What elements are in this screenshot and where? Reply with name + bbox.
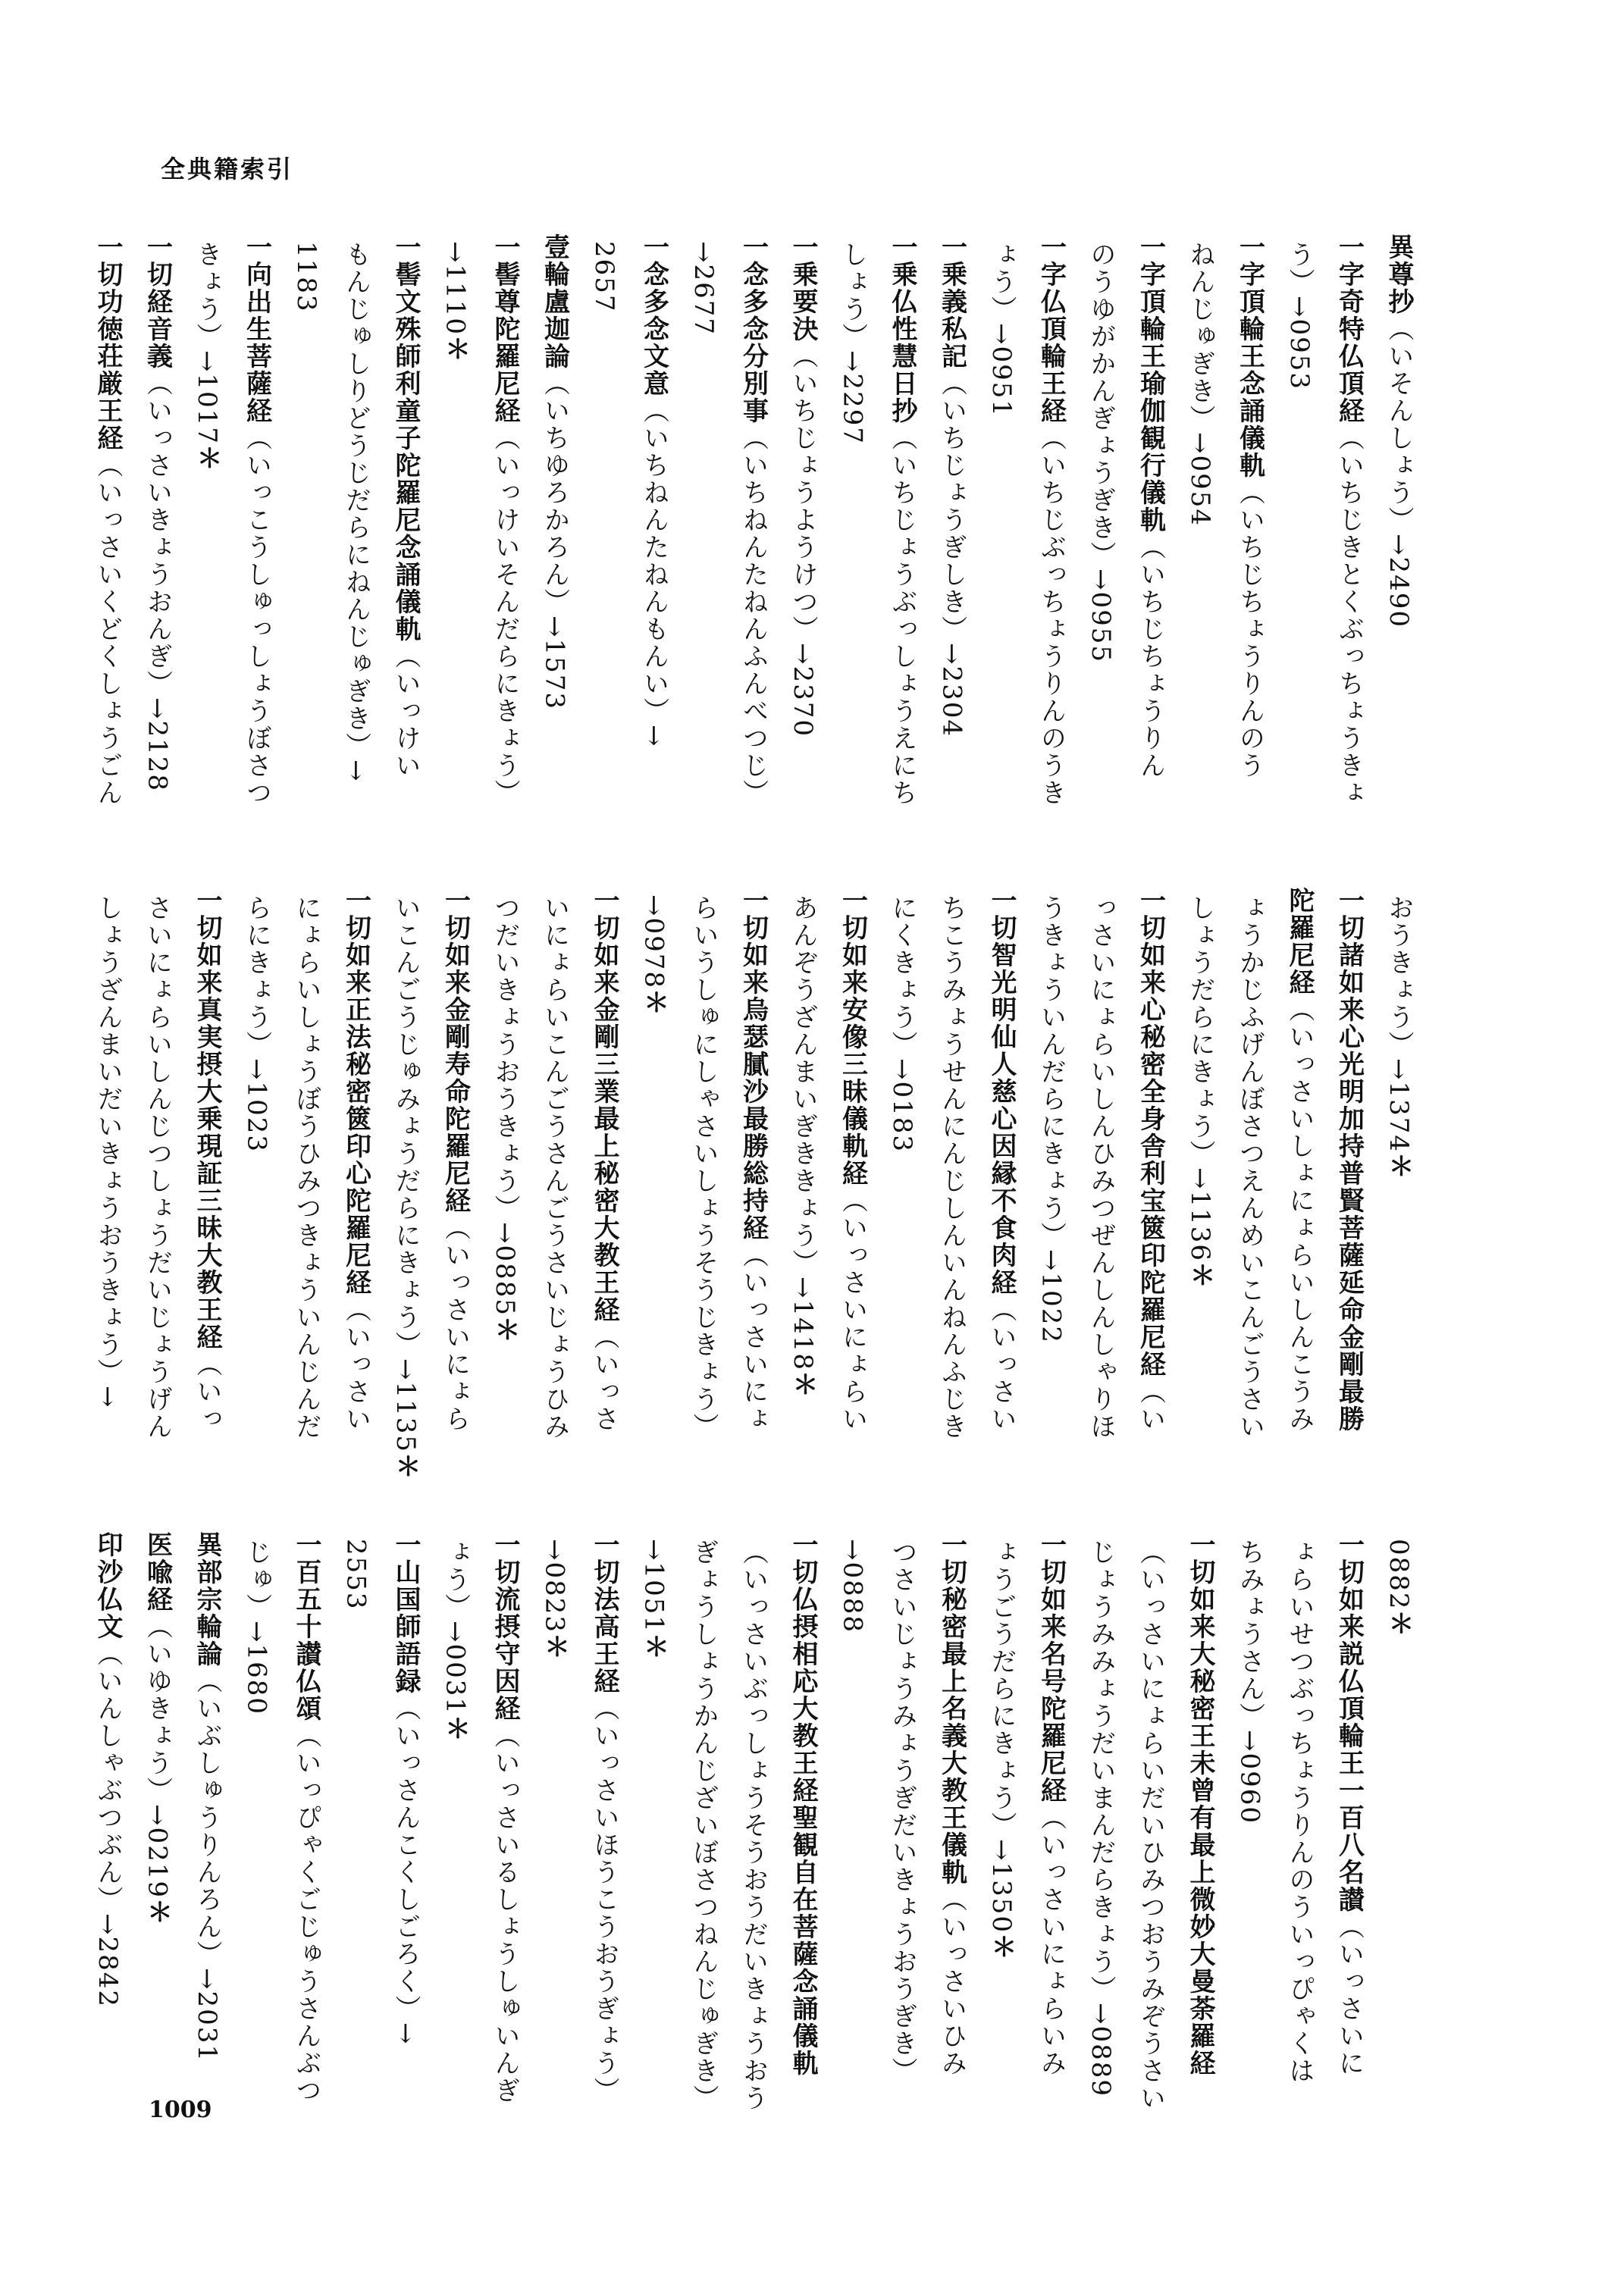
entry-reading: （いっさいしょにょらいしんこうみ (1284, 996, 1315, 1433)
entry-reading: （いっ (192, 1351, 222, 1433)
index-entry (790, 233, 816, 738)
index-entry-continuation (837, 241, 868, 446)
entry-reading: （いっけいそんだらにきょう） (490, 424, 520, 807)
index-entry-continuation (440, 241, 471, 364)
asterisk-mark: ＊ (142, 1899, 173, 1927)
running-header: 全典籍索引 (161, 155, 294, 183)
index-entry (194, 1531, 220, 2063)
continuation-text: 2553 (340, 1539, 371, 1611)
entry-reference: → (390, 2022, 421, 2046)
index-entry-continuation (1284, 1539, 1315, 2085)
index-entry (390, 1531, 421, 2046)
index-entry-continuation (1088, 1539, 1114, 2097)
entry-reading: （いっさいるしょうしゅいんぎ (490, 1722, 520, 2104)
continuation-text: らいうしゅにしゃさいしょうそうじきょう） (688, 894, 719, 1440)
continuation-text: おうきょう）→1374 (1384, 894, 1414, 1154)
asterisk-mark: ＊ (1384, 1153, 1414, 1181)
entry-title: 一髻尊陀羅尼経 (490, 233, 520, 424)
entry-reading: （いちじょうようけつ） (788, 343, 818, 643)
entry-title: 一乗仏性慧日抄 (887, 233, 917, 424)
continuation-text: いにょらいこんごうさんごうさいじょうひみ (539, 894, 570, 1440)
continuation-text: ちこうみょうせんにんじしんいんねんふじき (936, 894, 967, 1440)
index-entry (986, 887, 1017, 1433)
entry-reading: （いちじょうぎしき） (936, 370, 967, 643)
entry-title: 一切如来正法秘密篋印心陀羅尼経 (340, 887, 371, 1296)
index-entry-continuation (1386, 1539, 1412, 1638)
index-entry-continuation (241, 1539, 272, 1716)
entry-title: 一切如来金剛三業最上秘密大教王経 (589, 887, 619, 1323)
entry-reading: （いぶしゅうりんろん） (192, 1668, 222, 1968)
entry-reading: （いちじちょうりんのう (1234, 479, 1265, 779)
entry-title: 一百五十讃仏頌 (291, 1531, 321, 1722)
index-entry-continuation (293, 241, 319, 313)
entry-reading: （いそんしょう） (1384, 315, 1414, 534)
entry-title: 異尊抄 (1384, 233, 1414, 315)
entry-title: 一字仏頂輪王経 (1036, 233, 1067, 424)
entry-reading: （い (1135, 1378, 1166, 1433)
index-entry-continuation (1088, 894, 1114, 1440)
continuation-text: 2657 (589, 241, 619, 313)
index-entry-continuation (340, 1539, 371, 1611)
index-entry (492, 233, 518, 807)
entry-reading: （いっさいほうこうおうぎょう） (589, 1695, 619, 2104)
index-entry (1135, 233, 1166, 779)
index-entry-continuation (1135, 1539, 1166, 2112)
index-entry-continuation (1284, 241, 1315, 391)
entry-title: 一字奇特仏頂経 (1334, 233, 1365, 424)
entry-title: 一念多念分別事 (738, 233, 769, 424)
index-entry (1135, 887, 1166, 1433)
entry-reading: （いっさい (340, 1296, 371, 1433)
entry-reading: （いちゆろかろん） (539, 370, 570, 616)
index-entry (1386, 233, 1412, 628)
entry-reading: （いっさいくどくしょうごん (92, 452, 123, 807)
entry-reading: （いちじきとくぶっちょうきょ (1334, 424, 1365, 807)
continuation-text: っさいにょらいしんひみつぜんしんしゃりほ (1086, 894, 1116, 1440)
entry-reference: → (638, 725, 669, 748)
index-entry-continuation (340, 241, 371, 783)
index-entry-continuation (194, 241, 220, 472)
index-entry-continuation (837, 1539, 868, 1634)
index-entry-continuation (1234, 1539, 1265, 1825)
entry-reading: （いっさい (986, 1296, 1017, 1433)
entry-reading: （いっさいにょらい (837, 1187, 868, 1433)
entry-title: 一切法高王経 (589, 1531, 619, 1695)
index-entry-continuation (688, 894, 719, 1440)
entry-reference: →2842 (92, 1913, 123, 2009)
index-entry (889, 233, 915, 807)
entry-reference: →2128 (142, 697, 173, 793)
entry-reference: →0219 (142, 1804, 173, 1900)
entry-reading: （いっさいに (1334, 1913, 1365, 2077)
entry-reference: →1573 (539, 616, 570, 711)
asterisk-mark: ＊ (192, 445, 222, 473)
entry-reading: （いっさいにょらいみ (1036, 1804, 1067, 2077)
entry-title: 一切如来説仏頂輪王一百八名讃 (1334, 1531, 1365, 1913)
index-entry (194, 887, 220, 1433)
continuation-text: もんじゅしりどうじだらにねんじゅぎき）→ (340, 241, 371, 783)
index-entry (492, 1531, 518, 2104)
index-entry (936, 233, 967, 738)
index-entry-continuation (889, 1539, 915, 2085)
continuation-text: さいにょらいしんじつしょうだいじょうげん (142, 894, 173, 1440)
entry-title: 一切如来金剛寿命陀羅尼経 (440, 887, 471, 1214)
entry-reading: （いっけい (390, 643, 421, 779)
continuation-text: つだいきょうおうきょう）→0885 (490, 894, 520, 1317)
index-entry (92, 1531, 123, 2009)
entry-title: 一切経音義 (142, 233, 173, 370)
entry-title: 一切流摂守因経 (490, 1531, 520, 1722)
index-entry (738, 233, 769, 807)
index-entry-continuation (1088, 241, 1114, 663)
entry-title: 一髻文殊師利童子陀羅尼念誦儀軌 (390, 233, 421, 643)
index-entry (936, 1531, 967, 2077)
continuation-text: いこんごうじゅみょうだらにきょう）→1135 (390, 894, 421, 1454)
continuation-text: にくきょう）→0183 (887, 894, 917, 1154)
entry-title: 一乗義私記 (936, 233, 967, 370)
entry-reference: →2370 (788, 643, 818, 738)
index-entry-continuation (293, 894, 319, 1440)
index-entry-continuation (1234, 894, 1265, 1440)
entry-reading: （いちねんたねんふんべつじ） (738, 424, 769, 807)
continuation-text: →0823 (539, 1539, 570, 1634)
index-entry (142, 1531, 173, 1927)
index-entry-continuation (936, 894, 967, 1440)
index-entry-continuation (142, 894, 173, 1440)
entry-reading: （いちねんたねんもんい） (638, 397, 669, 725)
asterisk-mark: ＊ (539, 1634, 570, 1662)
asterisk-mark: ＊ (440, 336, 471, 364)
continuation-text: しょうだらにきょう）→1136 (1185, 894, 1215, 1263)
entry-reading: （いちじょうぶっしょうえにち (887, 424, 917, 807)
entry-title: 壹輪盧迦論 (539, 233, 570, 370)
continuation-text: ょうごうだらにきょう）→1350 (986, 1539, 1017, 1934)
entry-title: 一乗要決 (788, 233, 818, 343)
continuation-text: →1110 (440, 241, 471, 337)
entry-title: 一向出生菩薩経 (241, 233, 272, 424)
continuation-text: →1051 (638, 1539, 669, 1634)
continuation-text: しょうざんまいだいきょうおうきょう）→ (92, 894, 123, 1409)
index-entry (1036, 233, 1067, 807)
continuation-text: ぎょうしょうかんじざいぼさつねんじゅぎき） (688, 1539, 719, 2112)
continuation-text: つさいじょうみょうぎだいきょうおうぎき） (887, 1539, 917, 2085)
continuation-text: じゅ）→1680 (241, 1539, 272, 1716)
entry-reading: （いっさいにょら (440, 1214, 471, 1433)
entry-reading: （いっさいひみ (936, 1886, 967, 2077)
index-entry-continuation (986, 1539, 1017, 1962)
continuation-text: う）→0953 (1284, 241, 1315, 391)
entry-reading: （いっぴゃくごじゅうさんぶつ (291, 1722, 321, 2104)
entry-reading: （いゆきょう） (142, 1613, 173, 1804)
continuation-text: ょらいせつぶっちょうりんのういっぴゃくは (1284, 1539, 1315, 2085)
entry-title: 一切如来安像三昧儀軌経 (837, 887, 868, 1187)
continuation-text: →0978 (638, 894, 669, 990)
index-entry-continuation (688, 241, 719, 337)
index-entry-continuation (790, 894, 816, 1399)
index-entry-continuation (638, 1539, 669, 1662)
entry-title: 一切如来心秘密全身舎利宝篋印陀羅尼経 (1135, 887, 1166, 1378)
asterisk-mark: ＊ (986, 1934, 1017, 1962)
entry-title: 一切秘密最上名義大教王儀軌 (936, 1531, 967, 1886)
index-entry-continuation (738, 1539, 769, 2112)
asterisk-mark: ＊ (440, 1715, 471, 1743)
index-entry-continuation (1187, 894, 1213, 1289)
continuation-text: のうゆがかんぎょうぎき）→0955 (1086, 241, 1116, 664)
index-entry (1036, 1531, 1067, 2077)
entry-reading: （いちじちょうりん (1135, 534, 1166, 779)
index-entry-continuation (440, 1539, 471, 1743)
entry-reading: （いっさんこくしごろく） (390, 1695, 421, 2022)
index-entry (591, 1531, 617, 2104)
index-entry-continuation (492, 894, 518, 1344)
continuation-text: ょうかじふげんぼさつえんめいこんごうさい (1234, 894, 1265, 1440)
entry-reading: （いっこうしゅっしょうぼさつ (241, 424, 272, 807)
entry-title: 印沙仏文 (92, 1531, 123, 1640)
entry-reference: →2031 (192, 1968, 222, 2063)
continuation-text: あんぞうざんまいぎききょう）→1418 (788, 894, 818, 1372)
index-entry-continuation (638, 894, 669, 1017)
entry-reference: →2490 (1384, 534, 1414, 629)
asterisk-mark: ＊ (490, 1317, 520, 1345)
index-entry (591, 887, 617, 1433)
entry-title: 異部宗輪論 (192, 1531, 222, 1668)
entry-reading: （いちじぶっちょうりんのうき (1036, 424, 1067, 807)
entry-title: 一切如来真実摂大乗現証三昧大教王経 (192, 887, 222, 1351)
index-entry (440, 887, 471, 1433)
asterisk-mark: ＊ (1185, 1262, 1215, 1290)
page-number: 1009 (149, 2097, 212, 2123)
index-entry (837, 887, 868, 1433)
index-entry (1334, 1531, 1365, 2077)
continuation-text: ねんじゅぎき）→0954 (1185, 241, 1215, 528)
index-entry (293, 1531, 319, 2104)
entry-title: 医喩経 (142, 1531, 173, 1613)
index-entry (790, 1531, 816, 2077)
continuation-text: →0888 (837, 1539, 868, 1634)
asterisk-mark: ＊ (638, 989, 669, 1017)
continuation-text: →2677 (688, 241, 719, 337)
entry-reading: （いっさいにょ (738, 1242, 769, 1433)
index-entry-continuation (1386, 894, 1412, 1180)
index-entry (340, 887, 371, 1433)
asterisk-mark: ＊ (1384, 1610, 1414, 1638)
continuation-text: しょう）→2297 (837, 241, 868, 446)
continuation-text: ちみょうさん）→0960 (1234, 1539, 1265, 1825)
index-entry (1334, 233, 1365, 807)
index-entry (539, 233, 570, 711)
continuation-text: （いっさいぶっしょうそうおうだいきょうおう (738, 1539, 769, 2112)
continuation-text: （いっさいにょらいだいひみつおうみぞうさい (1135, 1539, 1166, 2112)
index-entry-continuation (889, 894, 915, 1153)
index-entry-continuation (688, 1539, 719, 2112)
index-entry-continuation (986, 241, 1017, 418)
entry-title: 一字頂輪王瑜伽観行儀軌 (1135, 233, 1166, 534)
index-entry (241, 233, 272, 807)
asterisk-mark: ＊ (638, 1634, 669, 1662)
index-entry (1334, 887, 1365, 1433)
continuation-text: きょう）→1017 (192, 241, 222, 446)
index-entry (142, 233, 173, 793)
entry-title: 一字頂輪王念誦儀軌 (1234, 233, 1265, 479)
continuation-text: ょう）→0951 (986, 241, 1017, 418)
entry-reading: （いっさ (589, 1323, 619, 1433)
index-entry (390, 233, 421, 779)
entry-title: 一念多念文意 (638, 233, 669, 397)
index-entry-continuation (1036, 894, 1067, 1345)
entry-reference: →2304 (936, 643, 967, 738)
index-entry (1284, 887, 1315, 1433)
continuation-text: にょらいしょうぼうひみつきょういんじんだ (291, 894, 321, 1440)
index-entry (1234, 233, 1265, 779)
index-entry (92, 233, 123, 807)
entry-title: 一山国師語録 (390, 1531, 421, 1695)
index-entry-continuation (591, 241, 617, 313)
continuation-text: じょうみみょうだいまんだらきょう）→0889 (1086, 1539, 1116, 2098)
entry-title: 一切如来大秘密王未曾有最上微妙大曼荼羅経 (1185, 1531, 1215, 2077)
continuation-text: 0882 (1384, 1539, 1414, 1611)
index-entry-continuation (92, 894, 123, 1409)
index-entry (738, 887, 769, 1433)
entry-title: 陀羅尼経 (1284, 887, 1315, 996)
continuation-text: うきょういんだらにきょう）→1022 (1036, 894, 1067, 1345)
index-entry-continuation (539, 894, 570, 1440)
index-entry-continuation (241, 894, 272, 1154)
index-entry (638, 233, 669, 748)
asterisk-mark: ＊ (390, 1453, 421, 1481)
asterisk-mark: ＊ (788, 1371, 818, 1399)
entry-title: 一切諸如来心光明加持普賢菩薩延命金剛最勝 (1334, 887, 1365, 1433)
continuation-text: 1183 (291, 241, 321, 313)
entry-title: 一切如来烏瑟膩沙最勝総持経 (738, 887, 769, 1242)
index-entry-continuation (390, 894, 421, 1481)
entry-title: 一切功徳荘厳王経 (92, 233, 123, 452)
continuation-text: らにきょう）→1023 (241, 894, 272, 1154)
entry-reading: （いんしゃぶつぶん） (92, 1640, 123, 1913)
index-entry-continuation (1187, 241, 1213, 527)
entry-reading: （いっさいきょうおんぎ） (142, 370, 173, 697)
entry-title: 一切仏摂相応大教王経聖観自在菩薩念誦儀軌 (788, 1531, 818, 2077)
entry-title: 一切智光明仙人慈心因縁不食肉経 (986, 887, 1017, 1296)
continuation-text: ょう）→0031 (440, 1539, 471, 1716)
index-entry (1187, 1531, 1213, 2077)
entry-title: 一切如来名号陀羅尼経 (1036, 1531, 1067, 1804)
index-entry-continuation (539, 1539, 570, 1662)
